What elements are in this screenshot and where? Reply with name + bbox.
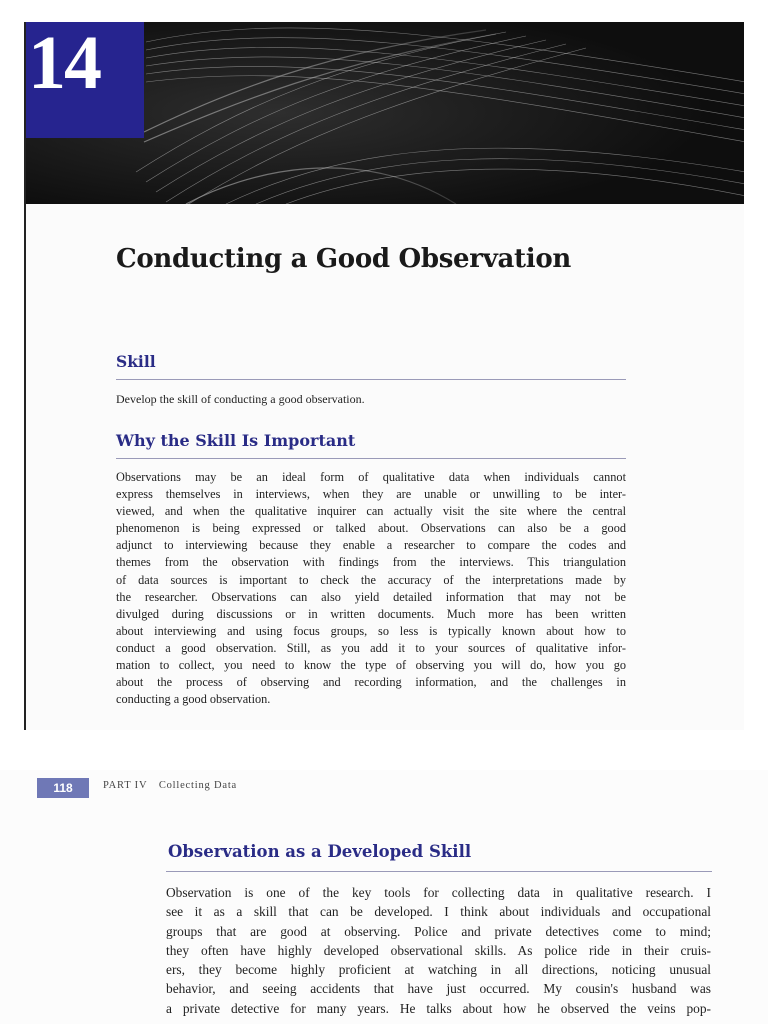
section-rule [116,379,626,380]
chapter-opening-page [24,22,744,730]
text-line: Observations may be an ideal form of qualitative data when individuals cannot [116,470,626,484]
running-head-part: PART IV [103,780,148,791]
text-line: the researcher. Observations can also yield detailed information that may not be [116,589,626,604]
text-line: they often have highly developed observational skills. As police ride in their cruis- [166,942,711,958]
why-body-paragraph [116,469,626,708]
text-line: adjunct to interviewing because they enable a researcher to compare the codes and [116,538,626,553]
text-line: see it as a skill that can be developed. I think about individuals and occupational [166,904,711,920]
text-line: mation to collect, you need to know the type of observing you will do, how you go [116,658,626,673]
observation-heading: Observation as a Developed Skill [168,842,472,861]
text-line: express themselves in interviews, when they are unable or unwilling to be inter- [116,487,626,502]
section-rule [166,871,712,872]
text-line: groups that are good at observing. Police and private detectives come to mind; [166,923,711,939]
text-line: about the process of observing and recording information, and the challenges in [116,675,626,690]
text-line: ers, they become highly proficient at watching in all directions, noticing unusual [166,962,711,978]
observation-body-paragraph [166,883,711,1018]
text-line: conducting a good observation. [116,692,271,707]
text-line: a private detective for many years. He talks about how he observed the veins pop- [166,1000,711,1016]
chapter-number: 14 [28,22,100,105]
text-line: phenomenon is being expressed or talked about. Observations can also be a good [116,521,626,536]
text-line: viewed, and when the qualitative inquirer can actually visit the site where the central [116,504,626,519]
running-head [103,780,237,791]
text-line: Observation is one of the key tools for collecting data in qualitative research. I [166,885,711,900]
skill-heading: Skill [116,352,156,371]
text-line: about interviewing and using focus groups, so less is typically known about how to [116,623,626,638]
text-line: themes from the observation with findings from the interviews. This triangulation [116,555,626,570]
skill-text: Develop the skill of conducting a good observation. [116,392,365,406]
chapter-title: Conducting a Good Observation [116,244,571,274]
text-line: conduct a good observation. Still, as you add it to your sources of qualitative infor- [116,640,626,655]
running-head-title: Collecting Data [158,780,238,791]
page-118 [0,770,768,1024]
page-number-badge: 118 [37,778,89,798]
chapter-banner-image [26,22,744,204]
text-line: behavior, and seeing accidents that have just occurred. My cousin's husband was [166,981,711,997]
why-heading: Why the Skill Is Important [116,431,356,450]
text-line: of data sources is important to check the accuracy of the interpretations made by [116,572,626,587]
text-line: divulged during discussions or in written documents. Much more has been written [116,606,626,621]
chapter-number-box [26,22,144,138]
section-rule [116,458,626,459]
